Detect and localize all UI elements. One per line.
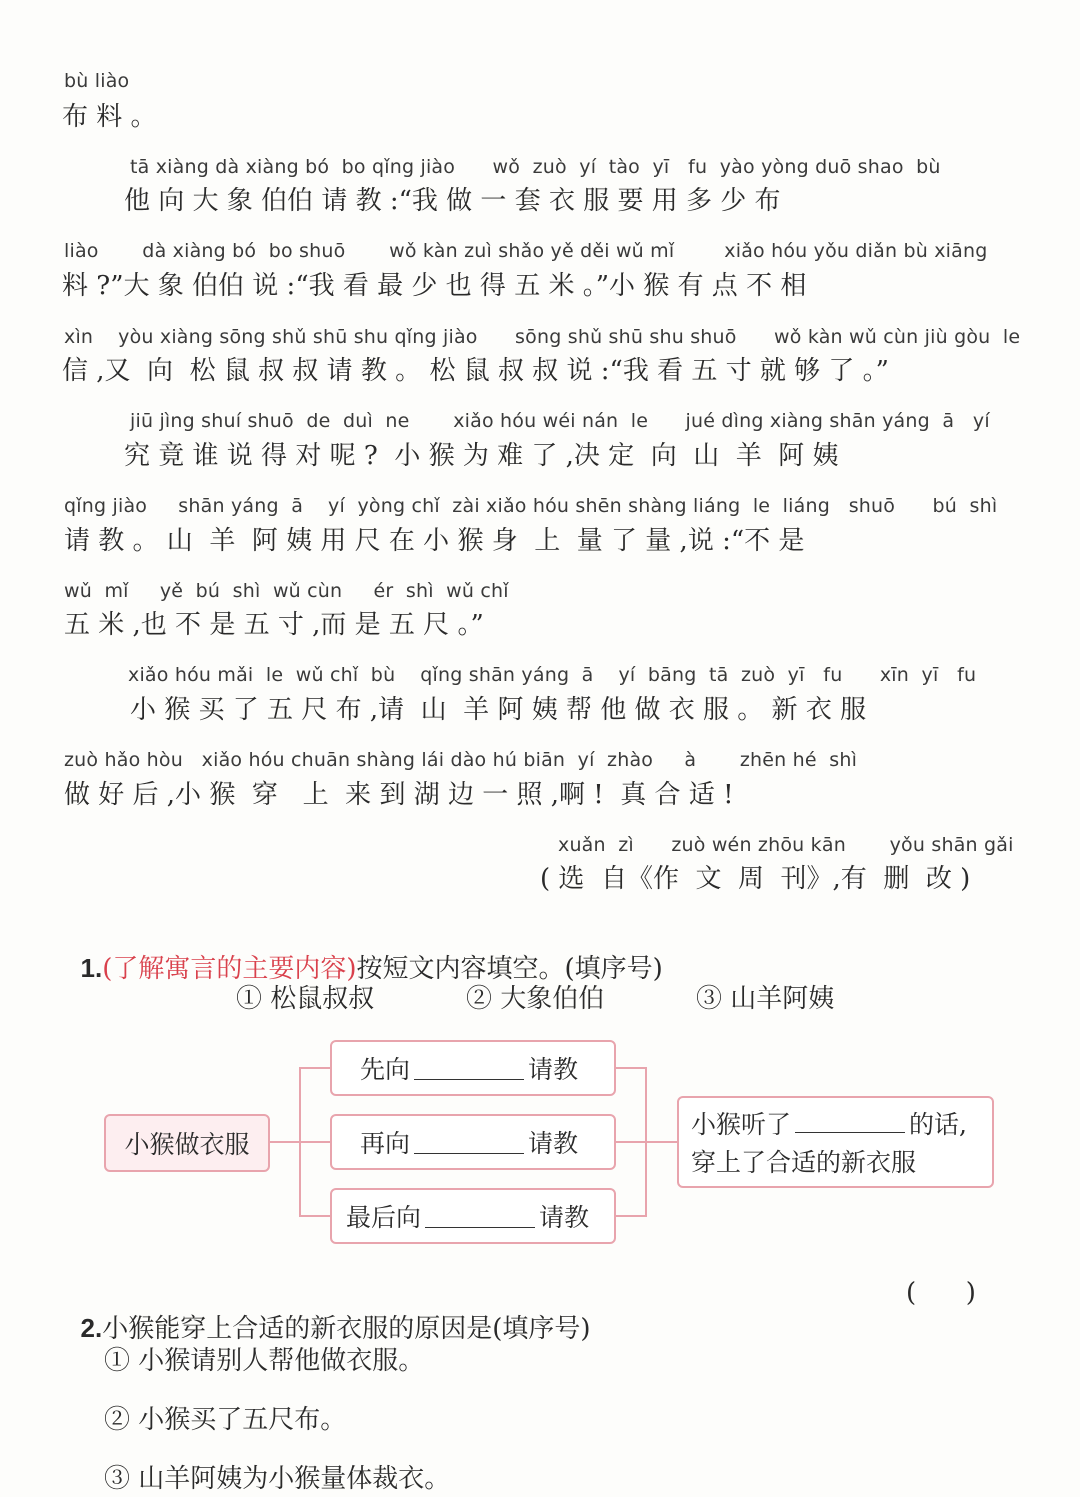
result-line-2: 穿上了合适的新衣服 <box>691 1148 917 1177</box>
result-suffix: 的话, <box>909 1110 967 1139</box>
connector <box>299 1067 331 1069</box>
connector <box>614 1215 646 1217</box>
connector <box>614 1067 646 1069</box>
step-prefix: 先向 <box>360 1055 411 1084</box>
question-1 <box>64 918 663 985</box>
connector <box>645 1067 647 1217</box>
option-1: ① 松鼠叔叔 <box>236 984 375 1014</box>
step-suffix: 请教 <box>528 1055 579 1084</box>
pinyin-line: zuò hǎo hòu xiǎo hóu chuān shàng lái dào hú biān yí zhào à zhēn hé shì <box>64 749 858 771</box>
source-citation: ( 选 自《作 文 周 刊》,有 删 改 ) <box>540 864 971 894</box>
pinyin-line: xìn yòu xiàng sōng shǔ shū shu qǐng jiào sōng shǔ shū shu shuō wǒ kàn wǔ cùn jiù gòu le <box>64 326 1021 348</box>
pinyin-line: tā xiàng dà xiàng bó bo qǐng jiào wǒ zuò yí tào yī fu yào yòng duō shao bù <box>130 156 941 178</box>
text-line: 做 好 后 ,小 猴 穿 上 来 到 湖 边 一 照 ,啊 ! 真 合 适 ! <box>64 780 734 810</box>
step-prefix: 最后向 <box>346 1203 422 1232</box>
step-suffix: 请教 <box>539 1203 590 1232</box>
step-box-3 <box>330 1188 616 1244</box>
text-line: 布 料 。 <box>62 102 157 132</box>
answer-blank[interactable] <box>414 1057 524 1080</box>
pinyin-line: wǔ mǐ yě bú shì wǔ cùn ér shì wǔ chǐ <box>64 580 509 602</box>
text-line: 料 ?”大 象 伯伯 说 :“我 看 最 少 也 得 五 米 。”小 猴 有 点 不 相 <box>62 271 807 301</box>
pinyin-line: jiū jìng shuí shuō de duì ne xiǎo hóu wéi nán le jué dìng xiàng shān yáng ā yí <box>130 410 990 432</box>
center-box-label: 小猴做衣服 <box>124 1130 250 1159</box>
q2-option-1: ① 小猴请别人帮他做衣服。 <box>104 1346 425 1376</box>
q2-option-3: ③ 山羊阿姨为小猴量体裁衣。 <box>104 1464 451 1494</box>
q2-option-2: ② 小猴买了五尺布。 <box>104 1405 347 1435</box>
question-2 <box>64 1278 591 1345</box>
answer-blank[interactable] <box>795 1110 905 1133</box>
question-number: 1. <box>80 953 103 983</box>
option-2: ② 大象伯伯 <box>466 984 605 1014</box>
result-box <box>677 1096 994 1188</box>
result-prefix: 小猴听了 <box>691 1110 792 1139</box>
step-suffix: 请教 <box>528 1129 579 1158</box>
option-3: ③ 山羊阿姨 <box>696 984 835 1014</box>
connector <box>299 1215 331 1217</box>
pinyin-line: bù liào <box>64 70 130 92</box>
connector <box>299 1141 331 1143</box>
question-text: 小猴能穿上合适的新衣服的原因是(填序号) <box>102 1314 591 1344</box>
pinyin-line: qǐng jiào shān yáng ā yí yòng chǐ zài xiǎo hóu shēn shàng liáng le liáng shuō bú shì <box>64 495 998 517</box>
text-line: 小 猴 买 了 五 尺 布 ,请 山 羊 阿 姨 帮 他 做 衣 服 。 新 衣 服 <box>130 695 867 725</box>
text-line: 他 向 大 象 伯伯 请 教 :“我 做 一 套 衣 服 要 用 多 少 布 <box>124 186 781 216</box>
pinyin-line: xiǎo hóu mǎi le wǔ chǐ bù qǐng shān yáng ā yí bāng tā zuò yī fu xīn yī fu <box>128 664 977 686</box>
answer-paren[interactable]: ( ) <box>906 1278 976 1308</box>
center-box <box>104 1114 270 1172</box>
question-tag: (了解寓言的主要内容) <box>102 954 357 984</box>
question-text: 按短文内容填空。(填序号) <box>356 954 663 984</box>
connector <box>268 1141 300 1143</box>
answer-blank[interactable] <box>425 1205 535 1228</box>
step-prefix: 再向 <box>360 1129 411 1158</box>
answer-blank[interactable] <box>414 1131 524 1154</box>
text-line: 信 ,又 向 松 鼠 叔 叔 请 教 。 松 鼠 叔 叔 说 :“我 看 五 寸 就 够 了 。” <box>62 356 889 386</box>
text-line: 究 竟 谁 说 得 对 呢 ? 小 猴 为 难 了 ,决 定 向 山 羊 阿 姨 <box>124 441 839 471</box>
source-pinyin: xuǎn zì zuò wén zhōu kān yǒu shān gǎi <box>558 834 1014 856</box>
text-line: 五 米 ,也 不 是 五 寸 ,而 是 五 尺 。” <box>64 610 484 640</box>
step-box-2 <box>330 1114 616 1170</box>
question-number: 2. <box>80 1313 103 1343</box>
step-box-1 <box>330 1040 616 1096</box>
pinyin-line: liào dà xiàng bó bo shuō wǒ kàn zuì shǎo yě děi wǔ mǐ xiǎo hóu yǒu diǎn bù xiāng <box>64 240 988 262</box>
text-line: 请 教 。 山 羊 阿 姨 用 尺 在 小 猴 身 上 量 了 量 ,说 :“不 是 <box>64 526 805 556</box>
